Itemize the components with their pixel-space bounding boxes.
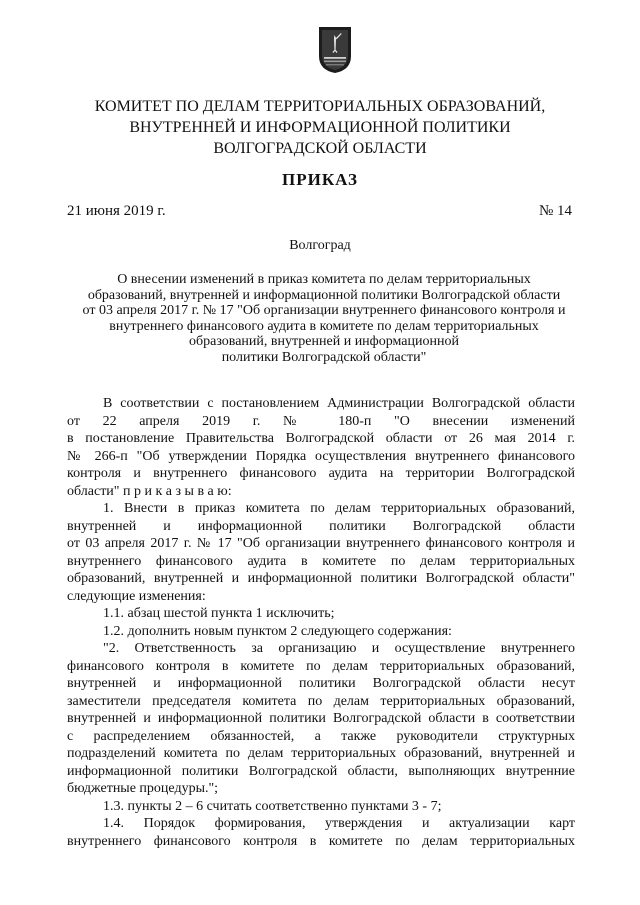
document-date: 21 июня 2019 г. [67, 203, 166, 219]
body-line: подразделений комитета по делам территориальных образований, внутренней и [67, 746, 575, 761]
body-line: заместители председателя комитета по делам территориальных образований, [67, 693, 575, 709]
body-line: внутренней и информационной политики Волгоградской области [67, 518, 575, 534]
subject-line: внутреннего финансового аудита в комитете по делам территориальных [109, 318, 539, 334]
body-line: 1.2. дополнить новым пунктом 2 следующего содержания: [103, 623, 452, 639]
subject-line: политики Волгоградской области" [221, 349, 427, 365]
body-line: информационной политики Волгоградской области, выполняющих внутренние [67, 763, 575, 779]
body-line: 1.4. Порядок формирования, утверждения и актуализации карт [103, 816, 575, 831]
body-line: с распределением обязанностей, а также руководители структурных [67, 728, 575, 744]
org-line: КОМИТЕТ ПО ДЕЛАМ ТЕРРИТОРИАЛЬНЫХ ОБРАЗОВАНИЙ, [94, 98, 546, 115]
subject-line: О внесении изменений в приказ комитета по делам территориальных [117, 272, 531, 287]
body-line: финансового контроля в комитете по делам территориальных образований, [67, 658, 575, 674]
body-line: в постановление Правительства Волгоградской области от 26 мая 2014 г. [67, 431, 575, 446]
body-line: "2. Ответственность за организацию и осуществление внутреннего [103, 641, 575, 656]
document-subject [64, 272, 584, 365]
document-type: ПРИКАЗ [282, 170, 358, 189]
document-body [67, 395, 575, 850]
body-line: от 03 апреля 2017 г. № 17 "Об организации внутреннего финансового контроля и [67, 536, 575, 551]
document-number: № 14 [538, 203, 572, 219]
body-line: В соответствии с постановлением Администрации Волгоградской области [103, 396, 575, 411]
body-line: следующие изменения: [67, 588, 206, 604]
body-line: области" п р и к а з ы в а ю: [67, 483, 232, 499]
body-line: внутренней и информационной политики Волгоградской области несут [67, 676, 575, 691]
body-line: бюджетные процедуры."; [67, 781, 219, 796]
body-line: 1.3. пункты 2 – 6 считать соответственно пунктами 3 - 7; [103, 798, 442, 814]
body-line: от 22 апреля 2019 г. № 180-п "О внесении изменений [67, 413, 575, 429]
body-line: № 266-п "Об утверждении Порядка осуществления внутреннего финансового [67, 448, 575, 464]
body-line: 1. Внести в приказ комитета по делам территориальных образований, [103, 501, 575, 516]
body-line: образований, внутренней и информационной политики Волгоградской области" [67, 571, 575, 586]
org-line: ВНУТРЕННЕЙ И ИНФОРМАЦИОННОЙ ПОЛИТИКИ [129, 119, 511, 136]
organization-name [60, 96, 580, 159]
body-line: внутреннего финансового аудита в комитете по делам территориальных [67, 553, 575, 569]
org-line: ВОЛГОГРАДСКОЙ ОБЛАСТИ [213, 140, 427, 157]
body-line: внутреннего финансового контроля в комитете по делам территориальных [67, 833, 575, 849]
subject-line: от 03 апреля 2017 г. № 17 "Об организации внутреннего финансового контроля и [82, 303, 566, 318]
document-city: Волгоград [289, 238, 351, 253]
subject-line: образований, внутренней и информационной политики Волгоградской области [87, 287, 561, 303]
volgograd-emblem-icon [318, 26, 352, 74]
body-line: 1.1. абзац шестой пункта 1 исключить; [103, 606, 335, 621]
subject-line: образований, внутренней и информационной [189, 334, 459, 349]
body-line: внутренней и информационной политики Волгоградской области в соответствии [67, 711, 575, 726]
body-line: контроля и внутреннего финансового аудита на территории Волгоградской [67, 466, 575, 481]
